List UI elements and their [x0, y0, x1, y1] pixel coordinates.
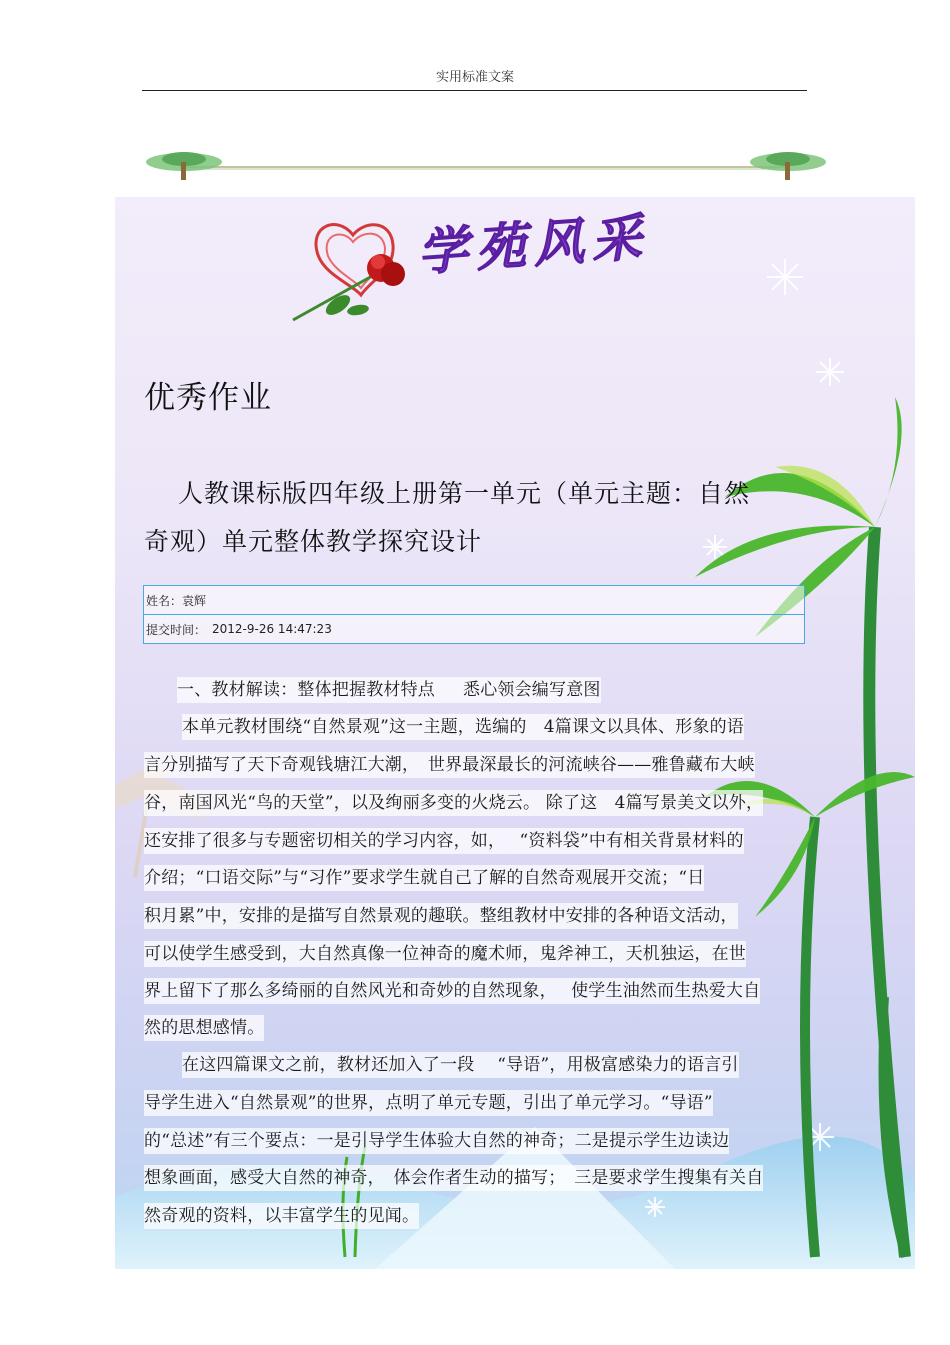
submission-info-table — [143, 585, 805, 644]
name-label: 姓名： — [146, 593, 183, 608]
info-row-time — [144, 615, 804, 643]
paragraph1-line: 谷，南国风光“鸟的天堂”，以及绚丽多变的火烧云。 除了这 4篇写景美文以外， — [144, 790, 763, 816]
section-heading-part-b: 悉心领会编写意图 — [463, 680, 601, 700]
paragraph1-line: 还安排了很多与专题密切相关的学习内容，如， “资料袋”中有相关背景材料的 — [144, 828, 744, 854]
paragraph2-line: 在这四篇课文之前，教材还加入了一段 “导语”，用极富感染力的语言引 — [182, 1052, 739, 1078]
paragraph1-line: 积月累”中，安排的是描写自然景观的趣联。整组教材中安排的各种语文活动， — [144, 903, 738, 929]
document-title-line-2: 奇观）单元整体教学探究设计 — [144, 527, 483, 556]
document-title-line-1: 人教课标版四年级上册第一单元（单元主题：自然 — [178, 479, 751, 508]
time-value: 2012-9-26 14:47:23 — [212, 622, 332, 636]
time-label: 提交时间： — [146, 622, 207, 637]
name-value: 袁辉 — [182, 593, 207, 608]
wordart-text: 学苑风采 — [415, 206, 652, 282]
banner-wordart — [283, 200, 683, 335]
paragraph2-line: 的“总述”有三个要点：一是引导学生体验大自然的神奇；二是提示学生边读边 — [144, 1128, 729, 1154]
paragraph2-line: 然奇观的资料，以丰富学生的见闻。 — [144, 1203, 419, 1229]
page-header: 实用标准文案 — [435, 70, 514, 85]
info-row-name — [144, 586, 804, 615]
paragraph2-line: 想象画面，感受大自然的神奇， 体会作者生动的描写； 三是要求学生搜集有关自 — [144, 1165, 763, 1191]
paragraph1-line: 可以使学生感受到，大自然真像一位神奇的魔术师，鬼斧神工，天机独运，在世 — [144, 941, 746, 967]
header-rule — [142, 90, 807, 91]
tree-divider-decoration — [140, 150, 830, 182]
paragraph1-line: 界上留下了那么多绮丽的自然风光和奇妙的自然现象， 使学生油然而生热爱大自 — [144, 978, 760, 1004]
tree-icon-left — [146, 152, 222, 180]
page-heading: 优秀作业 — [144, 380, 272, 416]
section-heading-part-a: 一、教材解读：整体把握教材特点 — [177, 680, 435, 700]
paragraph1-line: 本单元教材围绕“自然景观”这一主题，选编的 4篇课文以具体、形象的语 — [182, 714, 744, 740]
section-heading — [177, 677, 601, 703]
paragraph1-line: 然的思想感情。 — [144, 1015, 264, 1041]
paragraph1-line: 介绍；“口语交际”与“习作”要求学生就自己了解的自然奇观展开交流；“日 — [144, 865, 704, 891]
paragraph1-line: 言分别描写了天下奇观钱塘江大潮， 世界最深最长的河流峡谷——雅鲁藏布大峡 — [144, 752, 755, 778]
tree-icon-right — [750, 152, 826, 180]
paragraph2-line: 导学生进入“自然景观”的世界，点明了单元专题，引出了单元学习。“导语” — [144, 1090, 713, 1116]
